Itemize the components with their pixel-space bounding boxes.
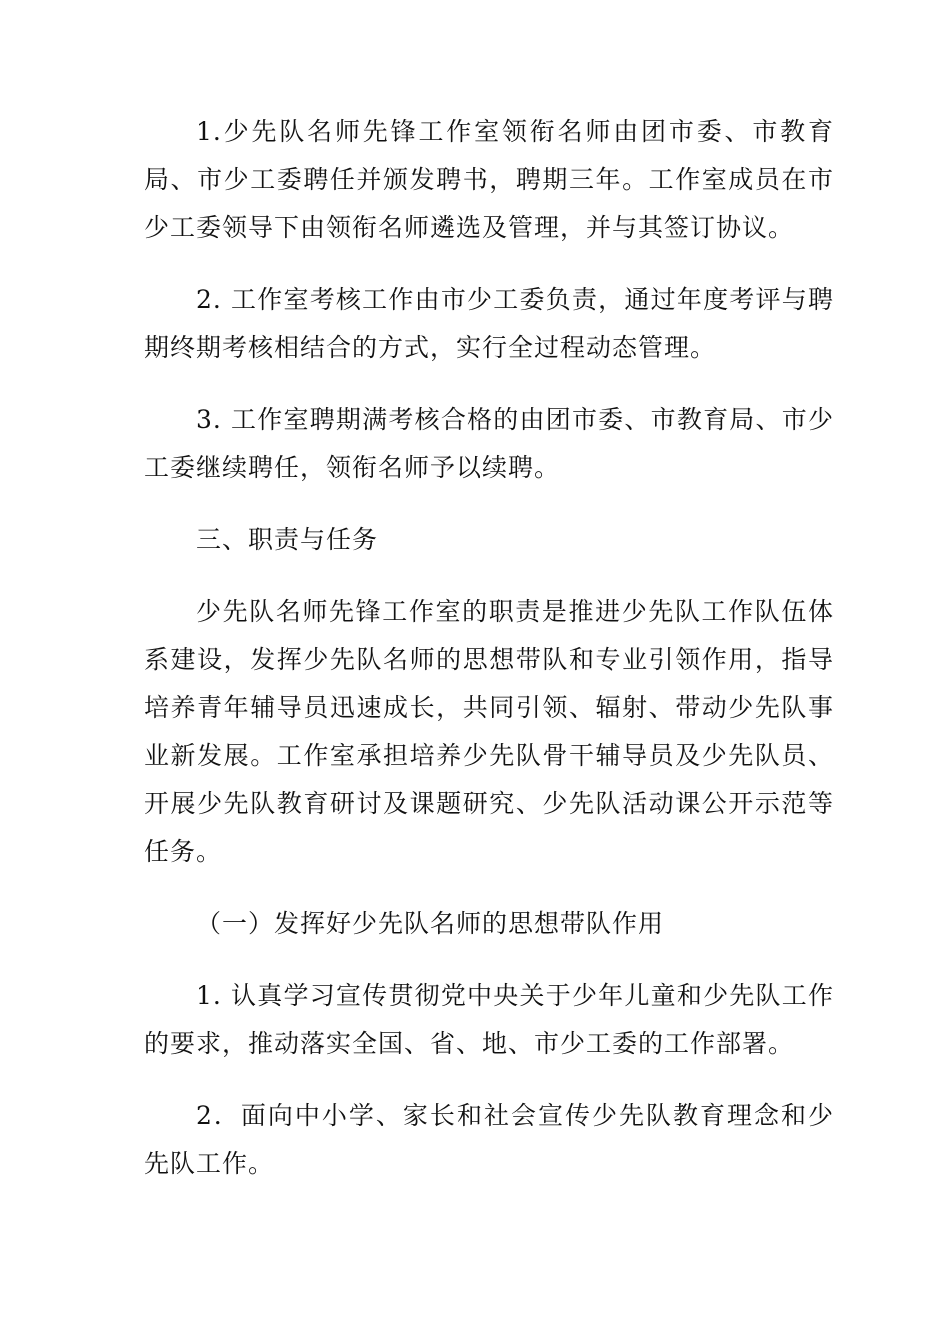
document-body (144, 108, 834, 1212)
section-heading-duties: 三、职责与任务 (196, 525, 379, 554)
subsection-heading-ideological: （一）发挥好少先队名师的思想带队作用 (196, 909, 665, 938)
paragraph-renewal: 3. 工作室聘期满考核合格的由团市委、市教育局、市少工委继续聘任，领衔名师予以续聘。 (144, 405, 834, 482)
paragraph-duties: 少先队名师先锋工作室的职责是推进少先队工作队伍体系建设，发挥少先队名师的思想带队和专业引领作用，指导培养青年辅导员迅速成长，共同引领、辐射、带动少先队事业新发展。工作室承担培养少先队骨干辅导员及少先队员、开展少先队教育研讨及课题研究、少先队活动课公开示范等任务。 (144, 597, 834, 866)
paragraph-appointment: 1.少先队名师先锋工作室领衔名师由团市委、市教育局、市少工委聘任并颁发聘书，聘期三年。工作室成员在市少工委领导下由领衔名师遴选及管理，并与其签订协议。 (144, 117, 834, 242)
paragraph-assessment: 2. 工作室考核工作由市少工委负责，通过年度考评与聘期终期考核相结合的方式，实行全过程动态管理。 (144, 285, 834, 362)
paragraph-study-policy: 1. 认真学习宣传贯彻党中央关于少年儿童和少先队工作的要求，推动落实全国、省、地、市少工委的工作部署。 (144, 981, 834, 1058)
paragraph-publicity: 2．面向中小学、家长和社会宣传少先队教育理念和少先队工作。 (144, 1101, 834, 1178)
